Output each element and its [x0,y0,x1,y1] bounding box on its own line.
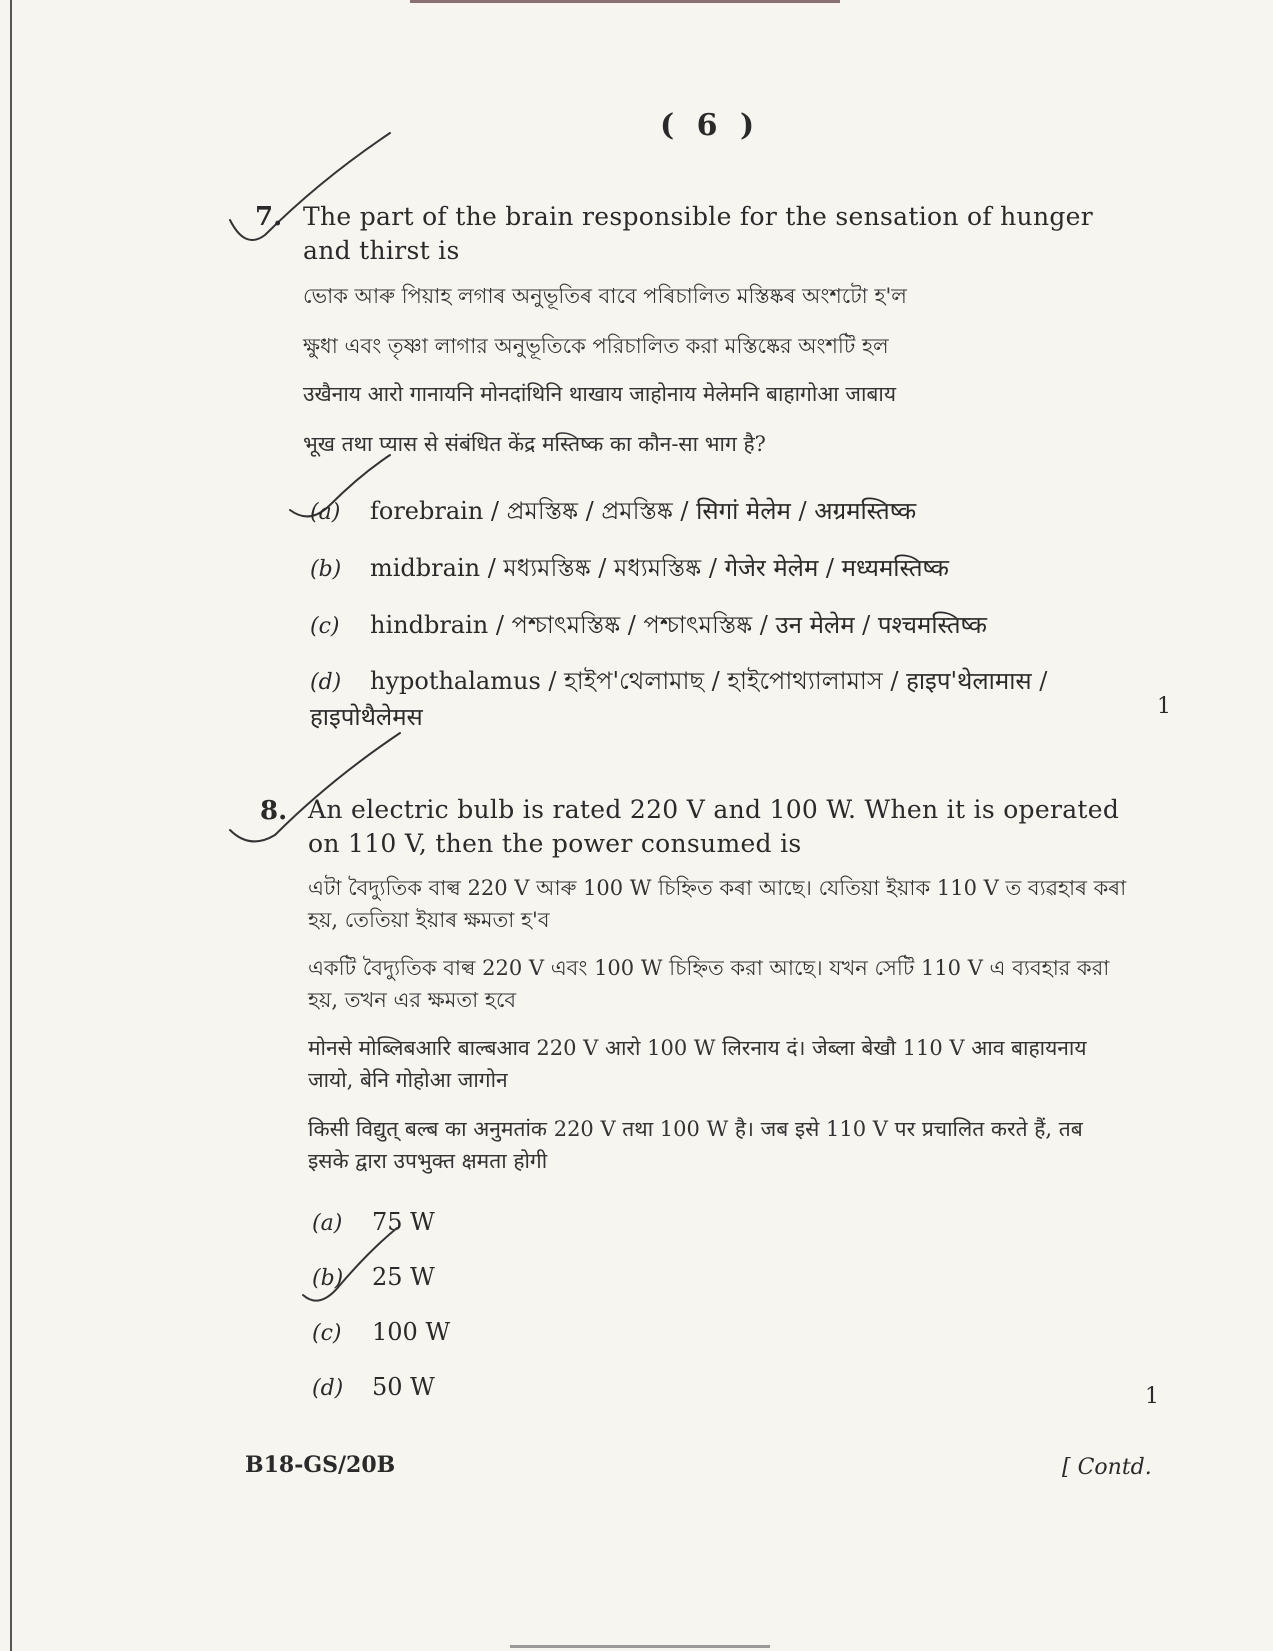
option-key: (d) [310,670,342,695]
question-8-assamese: এটা বৈদ্যুতিক বাল্ব 220 V আৰু 100 W চিহ্নিত কৰা আছে। যেতিয়া ইয়াক 110 V ত ব্যৱহাৰ কৰা হয়, তেতিয়া ইয়াৰ ক্ষমতা হ'ব [308,876,1127,932]
question-7-text: The part of the brain responsible for the sensation of hunger and thirst is [303,202,1094,265]
option-key: (b) [312,1266,344,1291]
option-text: hindbrain / পশ্চাৎমস্তিষ্ক / পশ্চাৎমস্তিষ্ক / उन मेलेम / पश्चमस्तिष्क [370,611,987,639]
question-8-number: 8. [260,796,288,826]
question-7-number: 7. [255,202,283,232]
option-text: 50 W [372,1373,435,1401]
option-key: (a) [312,1211,343,1236]
option-key: (b) [310,557,342,582]
question-8-bengali: একটি বৈদ্যুতিক বাল্ব 220 V এবং 100 W চিহ্নিত করা আছে। যখন সেটি 110 V এ ব্যবহার করা হয়, তখন এর ক্ষমতা হবে [308,956,1110,1012]
question-8-option [312,1373,435,1401]
question-7-option [310,550,1130,590]
option-text: midbrain / মধ্যমস্তিষ্ক / মধ্যমস্তিষ্ক / गेजेर मेलेम / मध्यमस्तिष्क [370,554,949,582]
question-7-marks: 1 [1157,694,1171,719]
question-7-option [310,664,1130,734]
continued-label: [ Contd. [1062,1455,1152,1480]
option-text: 25 W [372,1263,435,1291]
option-text: hypothalamus / হাইপ'থেলামাছ / হাইপোথ্যালামাস / हाइप'थेलामास / हाइपोथैलेमस [310,667,1048,731]
question-8-marks: 1 [1145,1384,1159,1409]
scan-left-edge [10,0,12,1651]
question-7-option [310,607,1130,647]
question-7-bengali: ক্ষুধা এবং তৃষ্ণা লাগার অনুভূতিকে পরিচালিত করা মস্তিষ্কের অংশটি হল [303,334,889,358]
option-key: (a) [310,500,341,525]
option-key: (c) [312,1321,342,1346]
paper-code: B18-GS/20B [245,1452,396,1478]
question-8-hindi: किसी विद्युत् बल्ब का अनुमतांक 220 V तथा 100 W है। जब इसे 110 V पर प्रचालित करते हैं, तब इसके द्वारा उपभुक्त क्षमता होगी [308,1117,1083,1173]
option-text: 75 W [372,1208,435,1236]
option-text: forebrain / প্ৰমস্তিষ্ক / প্ৰমস্তিষ্ক / सिगां मेलेम / अग्रमस्तिष्क [370,497,917,525]
scan-bottom-edge [510,1645,770,1648]
scan-top-edge [410,0,840,3]
question-8-text: An electric bulb is rated 220 V and 100 W. When it is operated on 110 V, then the power consumed is [308,795,1120,858]
option-key: (c) [310,614,340,639]
question-7-option [310,493,1130,533]
question-8-bodo: मोनसे मोब्लिबआरि बाल्बआव 220 V आरो 100 W लिरनाय दं। जेब्ला बेखौ 110 V आव बाहायनाय जायो, बेनि गोहोआ जागोन [308,1036,1087,1092]
page-number: ( 6 ) [660,108,761,143]
question-8-option [312,1263,435,1291]
question-7-assamese: ভোক আৰু পিয়াহ লগাৰ অনুভূতিৰ বাবে পৰিচালিত মস্তিষ্কৰ অংশটো হ'ল [303,284,907,308]
question-7-hindi: भूख तथा प्यास से संबंधित केंद्र मस्तिष्क का कौन-सा भाग है? [303,432,766,456]
question-7-bodo: उखैनाय आरो गानायनि मोनदांथिनि थाखाय जाहोनाय मेलेमनि बाहागोआ जाबाय [303,382,897,406]
option-text: 100 W [372,1318,451,1346]
option-key: (d) [312,1376,344,1401]
question-8-option [312,1318,450,1346]
